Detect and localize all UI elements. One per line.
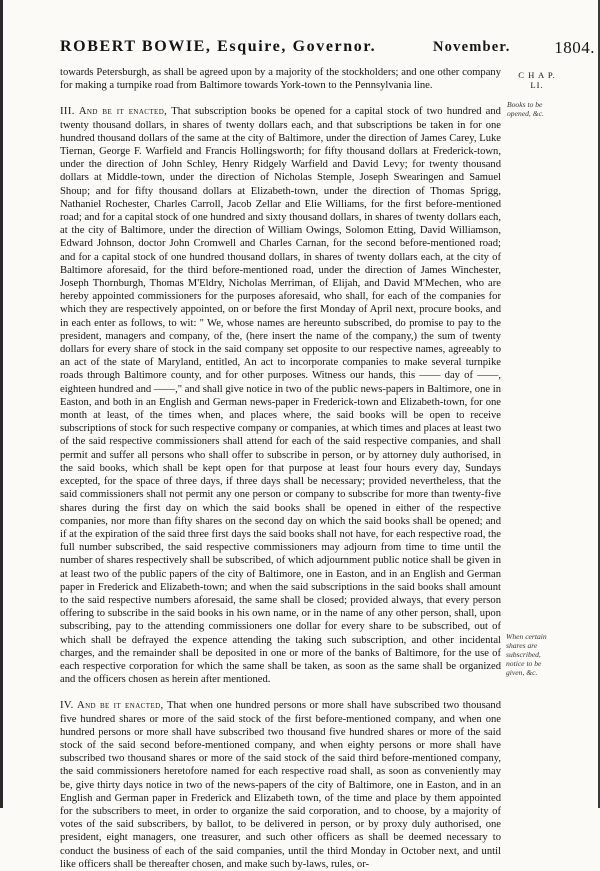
chapter-label: C H A P. <box>518 70 556 80</box>
running-header <box>60 38 595 60</box>
section-three <box>60 105 501 686</box>
margin-note-notice: When certain shares are subscribed, notice to be given, &c. <box>506 632 547 677</box>
page-edge-left <box>0 0 3 808</box>
document-body <box>60 66 501 871</box>
header-year: 1804. <box>554 38 595 57</box>
section-four-lead: IV. And be it enacted, <box>60 700 164 712</box>
paragraph-continuation: towards Petersburgh, as shall be agreed upon by a majority of the stockholders; and one other company for making a turnpike road from Baltimore towards York-town to the Pennsylvania line. <box>60 67 501 92</box>
section-four-text: That when one hundred persons or more shall have subscribed two thousand five hundred shares or more of the said stock of the first before-mentioned company, and when one hundred persons or more shall have subscribed two thousand five hundred shares or more of the said stock of the said second before-mentioned company, and when eighty persons or more shall have subscribed two thousand shares or more of the said stock of the said third before-mentioned company, the said commissioners heretofore named for each respective road shall, as soon as conveniently may be, give thirty days notice in two of the news-papers of the city of Baltimore, one in Easton, and in an English and German paper in Frederick and Elizabeth town, of the time and place by them appointed for the subscribers to meet, in order to organize the said corporation, and to choose, by a majority of votes of the said subscribers, by ballot, to be delivered in person, or by proxy duly authorised, one president, eight managers, one treasurer, and such other officers as shall be deemed necessary to conduct the business of each of the said companies, until the third Monday in October next, and until like officers shall be thereafter chosen, and make such by-laws, rules, or- <box>60 700 501 870</box>
section-three-text: That subscription books be opened for a capital stock of two hundred and twenty thousand dollars, in shares of twenty dollars each, and that subscriptions be taken in for one hundred thousand dollars of the same at the city of Baltimore, under the direction of James Carey, Luke Tiernan, George F. Warfield and Francis Hollingsworth; for fifty thousand dollars at Frederick-town, under the direction of John Schley, Henry Ridgely Warfield and David Levy; for twenty thousand dollars at Middle-town, under the direction of Nicholas Stemple, Joseph Swearingen and Samuel Shoup; and for fifty thousand dollars at Elizabeth-town, under the direction of Thomas Sprigg, Nathaniel Rochester, Charles Carroll, Jacob Zellar and Elie Williams, for the first before-mentioned road; and for a capital stock of one hundred and sixty thousand dollars, in shares of twenty dollars each, at the city of Baltimore, under the direction of William Owings, Solomon Etting, David Williamson, Edward Johnson, doctor John Cromwell and Charles Carnan, for the second before-mentioned road; and for a capital stock of one hundred thousand dollars, in shares of twenty dollars each, at the city of Baltimore aforesaid, for the third before-mentioned road, under the direction of James Winchester, Joseph Thornburgh, Thomas M'Eldry, Nicholas Merriman, of Elijah, and David M'Mechen, who are hereby appointed commissioners for the purposes aforesaid, who shall, for each of the companies for which they are respectively appointed, on or before the first Monday of April next, procure books, and in each enter as follows, to wit: " We, whose names are hereunto subscribed, do promise to pay to the president, managers and company, of the, (here insert the name of the company,) the sum of twenty dollars for every share of stock in the said company set opposite to our respective names, agreeably to an act of the state of Maryland, entitled, An act to incorporate companies to make several turnpike roads through Baltimore county, and for other purposes. Witness our hands, this —— day of ——, eighteen hundred and ——," and shall give notice in two of the public news-papers in Baltimore, one in Easton, and both in an English and German news-paper in Frederick-town and Elizabeth-town, for one month at least, of the times when, and places where, the said books will be open to receive subscriptions of stock for such respective company or companies, at which times and places at least two of the said respective commissioners shall attend for each of the said respective companies, and shall permit and suffer all persons who shall offer to subscribe in person, or by attorney duly authorised, in the said books, which shall be kept open for that purpose at least four hours every day, Sundays excepted, for the space of three days, if three days shall be necessary; provided nevertheless, that the said commissioners shall not permit any one person or company to subscribe for more than twenty-five shares during the first day on which the said books shall be opened in either of the respective companies, nor more than fifty shares on the second day on which the said books shall be opened; and if at the expiration of the said three first days the said books shall not have, for each respective road, the full number subscribed, the said respective commissioners may adjourn from time to time until the number of shares respectively shall be subscribed, of which adjournment public notice shall be given in at least two of the public papers of the city of Baltimore, one in Easton, and in an English and German paper in Frederick and Elizabeth-town; and when the said subscriptions in the said books shall amount to the said respective numbers aforesaid, the same shall be closed; provided always, that every person offering to subscribe in the said books in his own name, or in the name of any other person, shall, upon subscribing, pay to the attending commissioners one dollar for every share to be subscribed, out of which shall be defrayed the expence attending the taking such subscription, and other incidental charges, and the remainder shall be deposited in one or more of the banks of Baltimore, for the use of each respective corporation for which the same shall be taken, as soon as the same shall be organized and the officers chosen as herein after mentioned. <box>60 106 501 686</box>
header-month: November. <box>433 39 511 55</box>
section-three-lead: III. And be it enacted, <box>60 106 168 118</box>
chapter-marker <box>512 70 562 90</box>
header-title: ROBERT BOWIE, Esquire, Governor. <box>60 38 377 55</box>
chapter-number: LI. <box>530 80 544 90</box>
margin-note-books-opened: Books to be opened, &c. <box>507 100 544 118</box>
section-four <box>60 699 501 871</box>
